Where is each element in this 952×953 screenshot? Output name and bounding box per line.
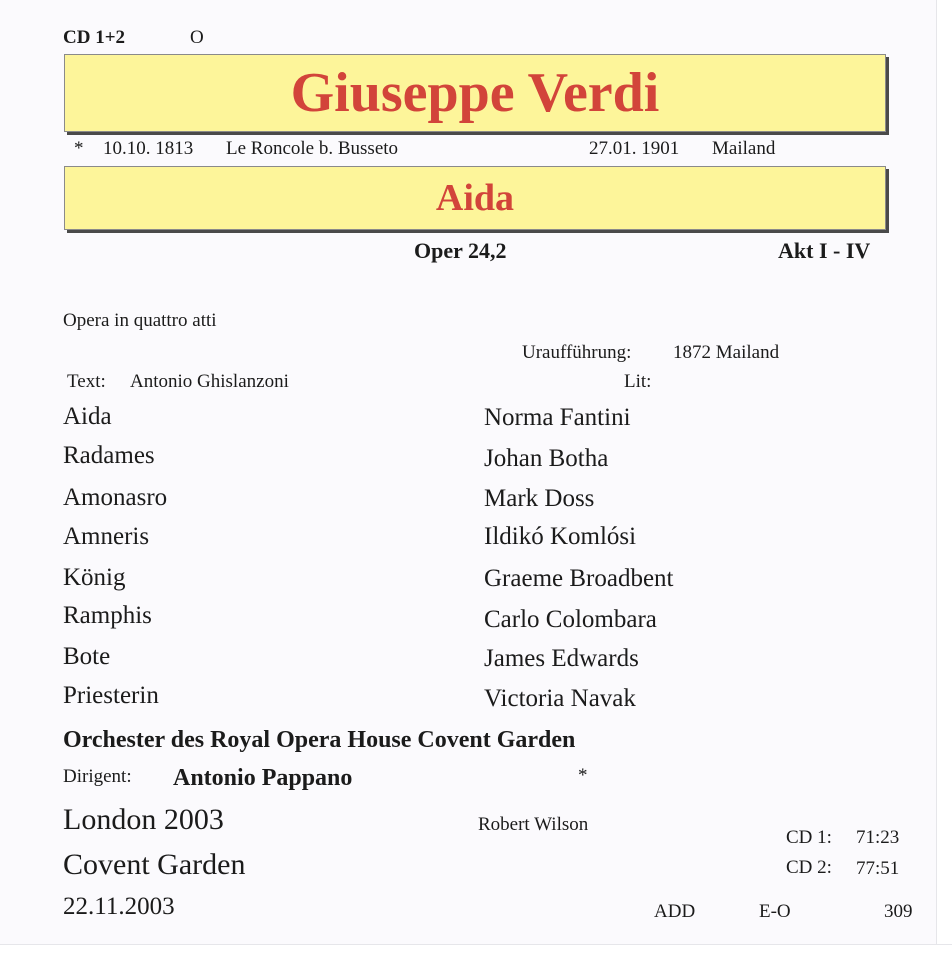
page-edge-right (936, 0, 952, 952)
role-name: Ramphis (63, 602, 152, 629)
conductor-label: Dirigent: (63, 766, 132, 787)
role-name: Priesterin (63, 682, 159, 709)
singer-name: Norma Fantini (484, 404, 631, 431)
edition-code: E-O (759, 901, 791, 922)
death-date: 27.01. 1901 (589, 138, 680, 159)
director-name: Robert Wilson (478, 814, 589, 835)
birth-symbol: * (74, 138, 84, 159)
singer-name: Graeme Broadbent (484, 565, 674, 592)
location-year: London 2003 (63, 803, 224, 836)
role-name: Radames (63, 442, 155, 469)
birth-date: 10.10. 1813 (103, 138, 194, 159)
marker-label: O (190, 27, 204, 48)
singer-name: Mark Doss (484, 485, 595, 512)
title-banner (64, 166, 886, 230)
venue-name: Covent Garden (63, 848, 246, 881)
disc-duration: 71:23 (856, 827, 900, 848)
work-title: Aida (435, 177, 515, 219)
disc-duration: 77:51 (856, 858, 900, 879)
composer-name: Giuseppe Verdi (290, 62, 660, 124)
asterisk-mark: * (578, 765, 588, 786)
acts-label: Akt I - IV (778, 238, 871, 263)
text-author: Antonio Ghislanzoni (130, 371, 289, 392)
singer-name: Victoria Navak (484, 685, 636, 712)
recording-type: ADD (654, 901, 696, 922)
performance-date: 22.11.2003 (63, 893, 175, 920)
role-name: König (63, 564, 126, 591)
singer-name: James Edwards (484, 645, 639, 672)
singer-name: Carlo Colombara (484, 606, 657, 633)
work-subtitle: Opera in quattro atti (63, 310, 217, 331)
opus-number: Oper 24,2 (414, 238, 507, 263)
singer-name: Ildikó Komlósi (484, 523, 637, 550)
role-name: Amneris (63, 523, 150, 550)
lit-label: Lit: (624, 371, 652, 392)
singer-name: Johan Botha (484, 445, 609, 472)
conductor-name: Antonio Pappano (173, 765, 353, 791)
disc-label: CD 2: (786, 857, 832, 878)
catalog-number: 309 (884, 901, 913, 922)
role-name: Amonasro (63, 484, 168, 511)
cd-label: CD 1+2 (63, 27, 126, 48)
composer-banner (64, 54, 886, 132)
text-label: Text: (67, 371, 106, 392)
role-name: Bote (63, 643, 111, 670)
orchestra-name: Orchester des Royal Opera House Covent Garden (63, 727, 576, 753)
death-place: Mailand (712, 138, 776, 159)
premiere-label: Uraufführung: (522, 342, 632, 363)
premiere-value: 1872 Mailand (673, 342, 780, 363)
role-name: Aida (63, 403, 112, 430)
birth-place: Le Roncole b. Busseto (226, 138, 399, 159)
disc-label: CD 1: (786, 827, 832, 848)
